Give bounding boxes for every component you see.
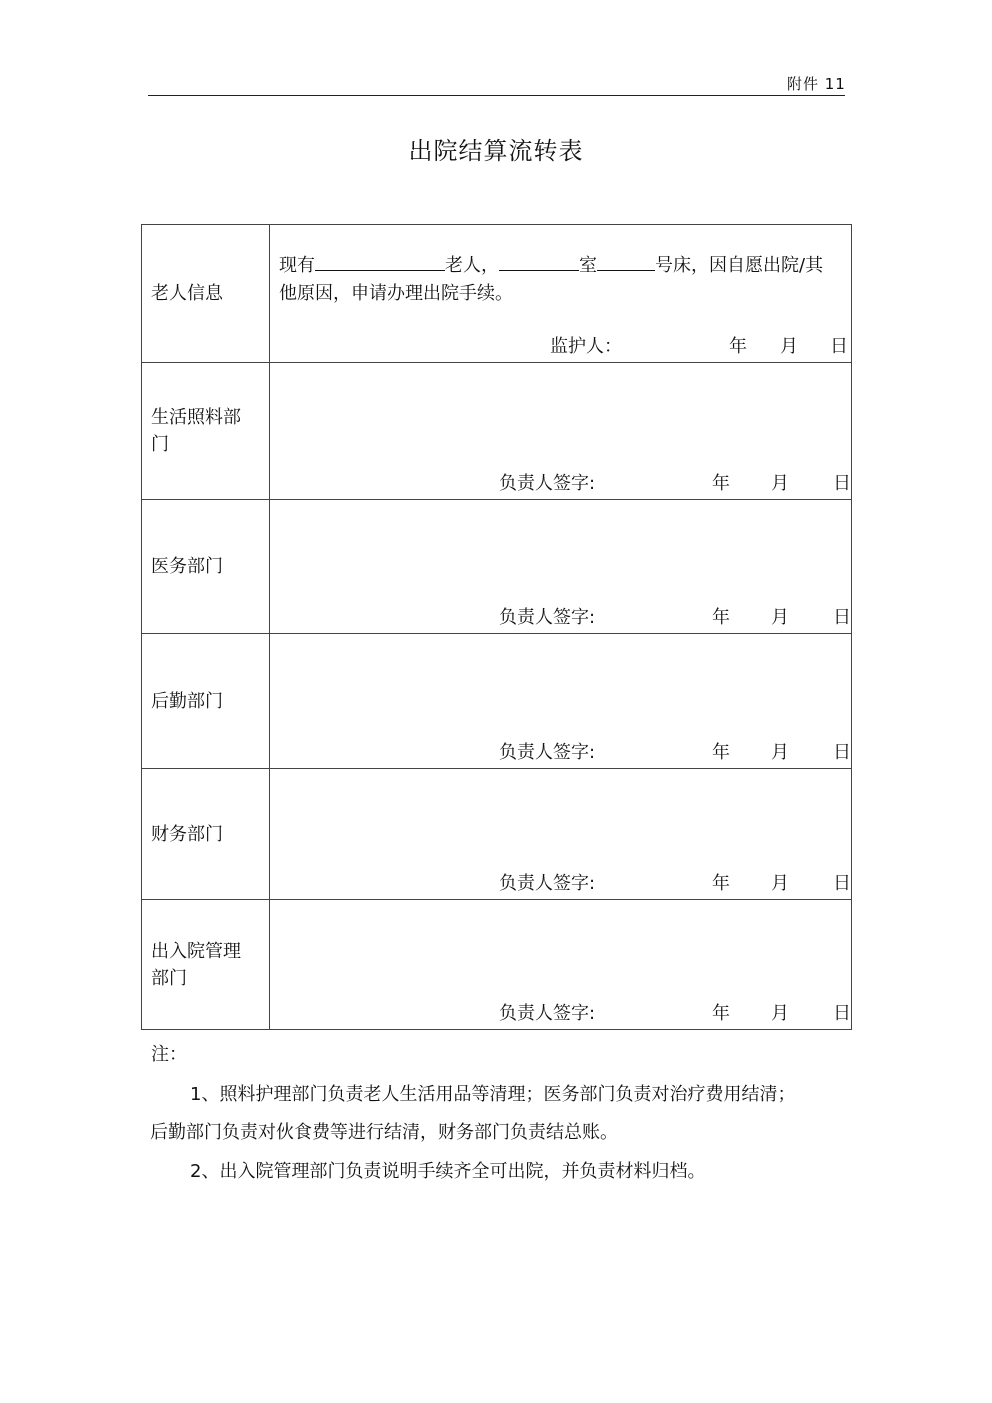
department-sign-cell[interactable]: [270, 634, 852, 769]
department-sign-cell[interactable]: [270, 900, 852, 1030]
day-label: 日: [833, 607, 851, 628]
day-label: 日: [833, 473, 851, 494]
department-sign-row: [270, 469, 851, 493]
signature-label: 负责人签字:: [499, 742, 596, 763]
department-label: 医务部门: [151, 556, 223, 577]
guardian-month-label: 月: [780, 336, 798, 357]
guardian-day-label: 日: [830, 336, 848, 357]
elder-info-statement: [279, 252, 843, 308]
signature-label: 负责人签字:: [499, 473, 596, 494]
department-label: 生活照料部门: [151, 407, 241, 455]
elder-name-field[interactable]: [315, 252, 445, 271]
day-label: 日: [833, 1003, 851, 1024]
department-row: [142, 500, 852, 634]
attachment-number: 附件 11: [787, 75, 846, 93]
elder-info-after-bed: 号床，因自愿出院/其: [655, 255, 824, 276]
settlement-form-table: [141, 224, 852, 1030]
elder-info-line2: 他原因，申请办理出院手续。: [279, 283, 513, 304]
guardian-label: 监护人：: [550, 336, 622, 357]
year-label: 年: [712, 1003, 730, 1024]
department-sign-cell[interactable]: [270, 769, 852, 900]
department-label-cell: [142, 363, 270, 500]
signature-label: 负责人签字:: [499, 1003, 596, 1024]
department-sign-row: [270, 603, 851, 627]
department-label-cell: [142, 900, 270, 1030]
department-sign-row: [270, 869, 851, 893]
department-sign-cell[interactable]: [270, 363, 852, 500]
header-divider: [148, 95, 845, 96]
elder-info-after-name: 老人，: [445, 255, 499, 276]
notes-title: 注：: [151, 1044, 187, 1065]
month-label: 月: [771, 1003, 789, 1024]
elder-info-row: [142, 225, 852, 363]
department-sign-cell[interactable]: [270, 500, 852, 634]
elder-info-prefix: 现有: [279, 255, 315, 276]
department-row: [142, 769, 852, 900]
year-label: 年: [712, 473, 730, 494]
room-number-field[interactable]: [499, 252, 579, 271]
elder-info-label-cell: [142, 225, 270, 363]
day-label: 日: [833, 742, 851, 763]
month-label: 月: [771, 607, 789, 628]
note-item-1-line-2: 后勤部门负责对伙食费等进行结清，财务部门负责结总账。: [150, 1122, 618, 1143]
month-label: 月: [771, 873, 789, 894]
year-label: 年: [712, 742, 730, 763]
department-sign-row: [270, 738, 851, 762]
department-sign-row: [270, 999, 851, 1023]
guardian-year-label: 年: [729, 336, 747, 357]
year-label: 年: [712, 607, 730, 628]
day-label: 日: [833, 873, 851, 894]
year-label: 年: [712, 873, 730, 894]
department-label: 财务部门: [151, 823, 223, 845]
month-label: 月: [771, 742, 789, 763]
month-label: 月: [771, 473, 789, 494]
note-item-1-line-1: 1、照料护理部门负责老人生活用品等清理；医务部门负责对治疗费用结清；: [190, 1084, 796, 1105]
department-label-cell: [142, 500, 270, 634]
department-label: 出入院管理部门: [151, 940, 241, 989]
bed-number-field[interactable]: [597, 252, 655, 271]
elder-info-room-label: 室: [579, 255, 597, 276]
department-label: 后勤部门: [151, 690, 223, 712]
department-row: [142, 634, 852, 769]
department-label-cell: [142, 634, 270, 769]
elder-info-label: 老人信息: [151, 283, 223, 304]
elder-info-content-cell: [270, 225, 852, 363]
signature-label: 负责人签字:: [499, 873, 596, 894]
department-label-cell: [142, 769, 270, 900]
department-row: [142, 363, 852, 500]
guardian-sign-row: [270, 332, 851, 356]
department-row: [142, 900, 852, 1030]
note-item-2: 2、出入院管理部门负责说明手续齐全可出院，并负责材料归档。: [190, 1161, 706, 1182]
form-title: 出院结算流转表: [408, 137, 584, 165]
signature-label: 负责人签字:: [499, 607, 596, 628]
